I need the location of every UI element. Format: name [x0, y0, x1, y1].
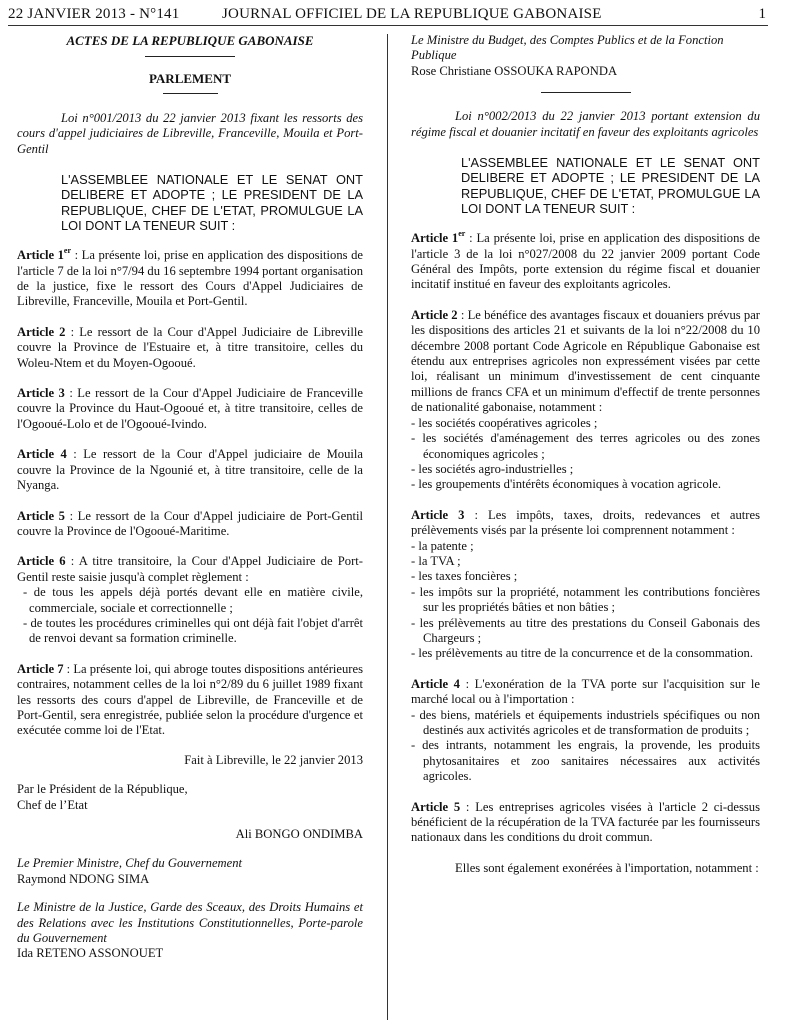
list-item: - les sociétés agro-industrielles ;: [411, 461, 574, 476]
law1-article-4: Article 4 : Le ressort de la Cour d'Appel judiciaire de Mouila couvre la Province de la Ngounié et, à titre transitoire, celle de la Nyanga.: [17, 447, 363, 493]
done-at: Fait à Libreville, le 22 janvier 2013: [184, 752, 363, 767]
pm-name: Raymond NDONG SIMA: [17, 871, 150, 886]
list-item: - les impôts sur la propriété, notamment les contributions foncières sur les propriétés bâties et non bâties ;: [411, 584, 760, 615]
law2-article-2: Article 2 : Le bénéfice des avantages fiscaux et douaniers prévus par les dispositions des articles 21 et suivants de la loi n°22/2008 du 10 décembre 2008 portant Code Agricole en République Gabonaise est étendu aux entreprises agricoles non expressément visées par cette loi, réalisant un minimum d'investissement de cent cinquante millions de francs CFA et un minimum d'effectif de trente personnes de nationalité gabonaise, notamment :: [411, 307, 760, 415]
justice-minister-name: Ida RETENO ASSONOUET: [17, 946, 164, 961]
law2-article-3: Article 3 : Les impôts, taxes, droits, redevances et autres prélèvements visés par la présente loi comprennent notamment :: [411, 507, 760, 538]
law2-article-5: Article 5 : Les entreprises agricoles visées à l'article 2 ci-dessus bénéficient de la récupération de la TVA facturée par les fournisseurs nationaux dans les conditions du droit commun.: [411, 799, 760, 845]
subsection-title: PARLEMENT: [148, 71, 232, 87]
law1-article-7: Article 7 : La présente loi, qui abroge toutes dispositions antérieures contraires, notamment celles de la loi n°2/89 du 6 juillet 1989 fixant les ressorts des cours d'appel de Libreville, de Franceville et de Port-Gentil, sera enregistrée, publiée selon la procédure d'urgence et exécutée comme loi de l'Etat.: [17, 661, 363, 738]
section-title: ACTES DE LA REPUBLIQUE GABONAISE: [66, 33, 314, 48]
law1-preamble: L'ASSEMBLEE NATIONALE ET LE SENAT ONT DELIBERE ET ADOPTE ; LE PRESIDENT DE LA REPUBLIQUE, CHEF DE L'ETAT, PROMULGUE LA LOI DONT LA TENEUR SUIT :: [61, 172, 363, 233]
list-item: - les groupements d'intérêts économiques à vocation agricole.: [411, 477, 722, 492]
list-item: - la patente ;: [411, 538, 474, 553]
law1-article-5: Article 5 : Le ressort de la Cour d'Appel judiciaire de Port-Gentil couvre la Province de l'Ogooué-Maritime.: [17, 508, 363, 538]
law1-title: Loi n°001/2013 du 22 janvier 2013 fixant les ressorts des cours d'appel judiciaires de Libreville, Franceville, Mouila et Port-Gentil: [17, 110, 363, 156]
list-item: - des intrants, notamment les engrais, la provende, les produits phytosanitaires et zoo sanitaires nécessaires aux activités agricoles.: [411, 738, 760, 784]
section-rule: [145, 56, 235, 57]
article-label: Article 1er: [411, 229, 466, 246]
list-item: - de tous les appels déjà portés devant elle en matière civile, commerciale, sociale et correctionnelle ;: [23, 585, 363, 615]
justice-minister-title: Le Ministre de la Justice, Garde des Sceaux, des Droits Humains et des Relations avec les Institutions Constitutionnelles, Porte-parole du Gouvernement: [17, 900, 363, 946]
budget-minister-name: Rose Christiane OSSOUKA RAPONDA: [411, 63, 618, 78]
by-president-line1: Par le Président de la République,: [17, 782, 188, 797]
subsection-rule: [163, 93, 218, 94]
separator-rule: [541, 92, 631, 93]
law1-article-6: Article 6 : A titre transitoire, la Cour d'Appel Judiciaire de Port-Gentil reste saisie jusqu'à complet règlement :: [17, 554, 363, 584]
list-item: - les sociétés d'aménagement des terres agricoles ou des zones économiques agricoles ;: [411, 431, 760, 461]
law2-article-5-continued: Elles sont également exonérées à l'importation, notamment :: [455, 860, 759, 875]
list-item: - les prélèvements au titre des prestations du Conseil Gabonais des Chargeurs ;: [411, 615, 760, 645]
president-name: Ali BONGO ONDIMBA: [235, 827, 363, 841]
page-header: [8, 4, 768, 26]
column-divider: [387, 34, 388, 1020]
law1-article-3: Article 3 : Le ressort de la Cour d'Appel Judiciaire de Franceville couvre la Province du Haut-Ogooué et, à titre transitoire, celles de l'Ogooué-Lolo et de l'Ogooué-Ivindo.: [17, 386, 363, 431]
page-number: 1: [758, 6, 766, 22]
list-item: - les taxes foncières ;: [411, 569, 518, 584]
law2-article-1: Article 1er : La présente loi, prise en application des dispositions de l'article 3 de la loi n°027/2008 du 22 janvier 2009 portant Code Général des Impôts, porte extension du régime fiscal et douanier incitatif institué en faveur des exploitants agricoles.: [411, 229, 760, 292]
law2-article-4: Article 4 : L'exonération de la TVA porte sur l'acquisition sur le marché local ou à l'importation :: [411, 676, 760, 707]
list-item: - la TVA ;: [411, 553, 461, 568]
journal-title: JOURNAL OFFICIEL DE LA REPUBLIQUE GABONAISE: [222, 6, 602, 22]
list-item: - des biens, matériels et équipements industriels spécifiques ou non destinés aux activités agricoles et de transformation de produits ;: [411, 707, 760, 737]
pm-title: Le Premier Ministre, Chef du Gouvernement: [17, 856, 243, 871]
law1-article-2: Article 2 : Le ressort de la Cour d'Appel Judiciaire de Libreville couvre la Province de l'Estuaire et, à titre transitoire, celles du Woleu-Ntem et du Moyen-Ogooué.: [17, 324, 363, 370]
list-item: - les prélèvements au titre de la concurrence et de la consommation.: [411, 646, 753, 661]
article-label: Article 1er: [17, 246, 72, 263]
right-column: [411, 33, 760, 876]
by-president-line2: Chef de l’Etat: [17, 797, 88, 812]
law2-preamble: L'ASSEMBLEE NATIONALE ET LE SENAT ONT DELIBERE ET ADOPTE ; LE PRESIDENT DE LA REPUBLIQUE, CHEF DE L'ETAT, PROMULGUE LA LOI DONT LA TENEUR SUIT :: [461, 155, 760, 216]
issue-date-number: 22 JANVIER 2013 - N°141: [8, 6, 180, 22]
law1-article-1: Article 1er : La présente loi, prise en application des dispositions de l'article 7 de la loi n°7/94 du 16 septembre 1994 portant organisation de la justice, fixe le ressort des Cours d'Appel Judiciaires de Libreville, Franceville, Mouila et Port-Gentil.: [17, 246, 363, 309]
list-item: - de toutes les procédures criminelles qui ont déjà fait l'objet d'arrêt de renvoi devant sa formation criminelle.: [23, 615, 363, 646]
list-item: - les sociétés coopératives agricoles ;: [411, 415, 598, 430]
law2-title: Loi n°002/2013 du 22 janvier 2013 portant extension du régime fiscal et douanier incitatif en faveur des exploitants agricoles: [411, 109, 760, 139]
budget-minister-title: Le Ministre du Budget, des Comptes Publics et de la Fonction Publique: [411, 33, 724, 63]
left-column: [17, 33, 363, 962]
